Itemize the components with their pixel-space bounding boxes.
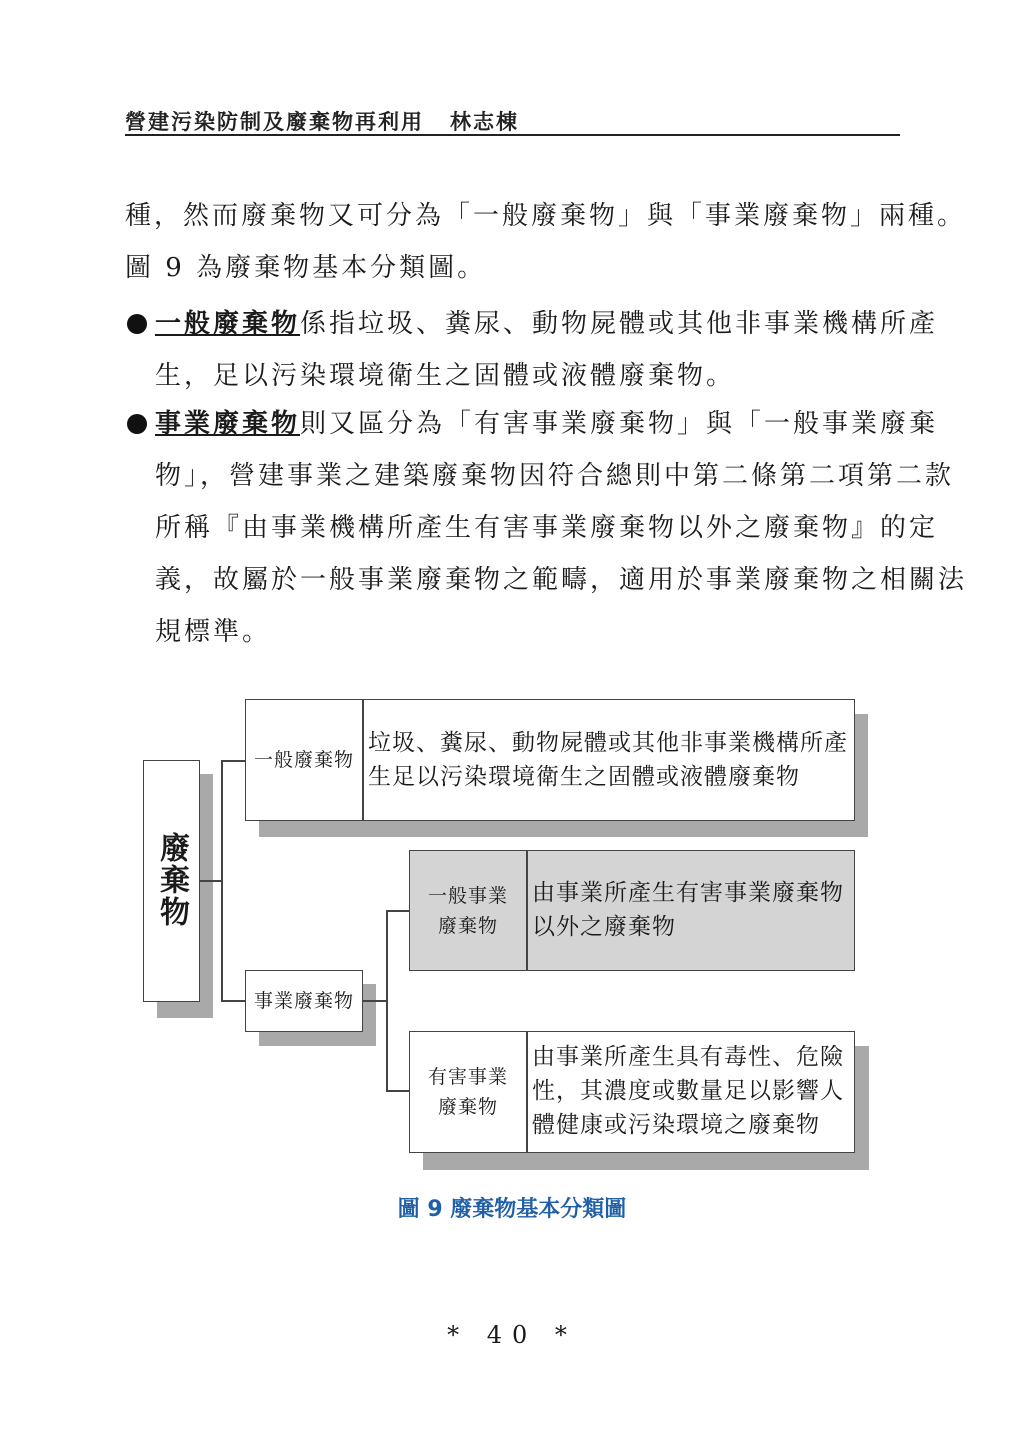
- general-waste-desc-line-1: 垃圾、糞尿、動物屍體或其他非事業機構所產: [368, 730, 848, 756]
- general-business-waste-label: [410, 851, 526, 970]
- hazardous-waste-desc-line-3: 體健康或污染環境之廢棄物: [532, 1112, 820, 1138]
- bullet2-line-1-rest: 則又區分為「有害事業廢棄物」與「一般事業廢棄: [300, 409, 939, 439]
- general-business-waste-desc-line-1: 由事業所產生有害事業廢棄物: [532, 880, 844, 906]
- general-business-waste-desc: [526, 876, 844, 944]
- bullet-dot-icon: [127, 314, 147, 334]
- hazardous-waste-desc-line-1: 由事業所產生具有毒性、危險: [532, 1044, 844, 1070]
- hazardous-waste-label: [410, 1032, 526, 1152]
- connector: [386, 1090, 410, 1092]
- general-business-waste-label-line-1: 一般事業: [427, 884, 508, 907]
- connector: [363, 1000, 387, 1002]
- general-waste-desc-line-2: 生足以污染環境衛生之固體或液體廢棄物: [368, 764, 800, 790]
- bullet1-line-1-rest: 係指垃圾、糞尿、動物屍體或其他非事業機構所產: [300, 309, 939, 339]
- bullet2-line-3: 所稱『由事業機構所產生有害事業廢棄物以外之廢棄物』的定: [155, 513, 939, 543]
- bullet2-line-1: [155, 398, 938, 450]
- bullet-dot-icon: [127, 414, 147, 434]
- connector: [386, 910, 388, 1090]
- page-number: * 40 *: [447, 1321, 577, 1349]
- hazardous-waste-desc-line-2: 性，其濃度或數量足以影響人: [532, 1078, 844, 1104]
- general-business-waste-desc-line-2: 以外之廢棄物: [532, 914, 676, 940]
- hazardous-waste-desc: [526, 1040, 844, 1142]
- bullet2-term: 事業廢棄物: [155, 409, 301, 439]
- running-header: [125, 106, 900, 136]
- bullet2-line-2: 物」，營建事業之建築廢棄物因符合總則中第二條第二項第二款: [155, 461, 955, 491]
- bullet1-term: 一般廢棄物: [155, 309, 301, 339]
- general-waste-label: 一般廢棄物: [253, 749, 354, 771]
- general-waste-desc: [362, 726, 848, 794]
- header-title: 營建污染防制及廢棄物再利用: [125, 110, 424, 134]
- figure-caption: 圖 9 廢棄物基本分類圖: [397, 1197, 627, 1222]
- connector: [386, 910, 410, 912]
- hazardous-waste-label-line-2: 廢棄物: [437, 1096, 498, 1118]
- hazardous-waste-label-line-1: 有害事業: [427, 1066, 508, 1088]
- root-label: 廢棄物: [154, 832, 189, 928]
- bullet2-line-5: 規標準。: [155, 617, 272, 647]
- body-line-2: 圖 9 為廢棄物基本分類圖。: [125, 253, 487, 283]
- connector: [221, 1000, 245, 1002]
- body-line-1: 種，然而廢棄物又可分為「一般廢棄物」與「事業廢棄物」兩種。: [125, 201, 967, 231]
- connector: [221, 760, 223, 1000]
- bullet2-line-4: 義，故屬於一般事業廢棄物之範疇，適用於事業廢棄物之相關法: [155, 565, 968, 595]
- bullet1-line-1: [155, 298, 938, 350]
- header-author: 林志棟: [450, 110, 519, 134]
- business-waste-label: 事業廢棄物: [253, 990, 354, 1012]
- general-business-waste-label-line-2: 廢棄物: [437, 914, 498, 937]
- bullet1-line-2: 生，足以污染環境衛生之固體或液體廢棄物。: [155, 361, 736, 391]
- connector: [200, 880, 222, 882]
- connector: [221, 760, 245, 762]
